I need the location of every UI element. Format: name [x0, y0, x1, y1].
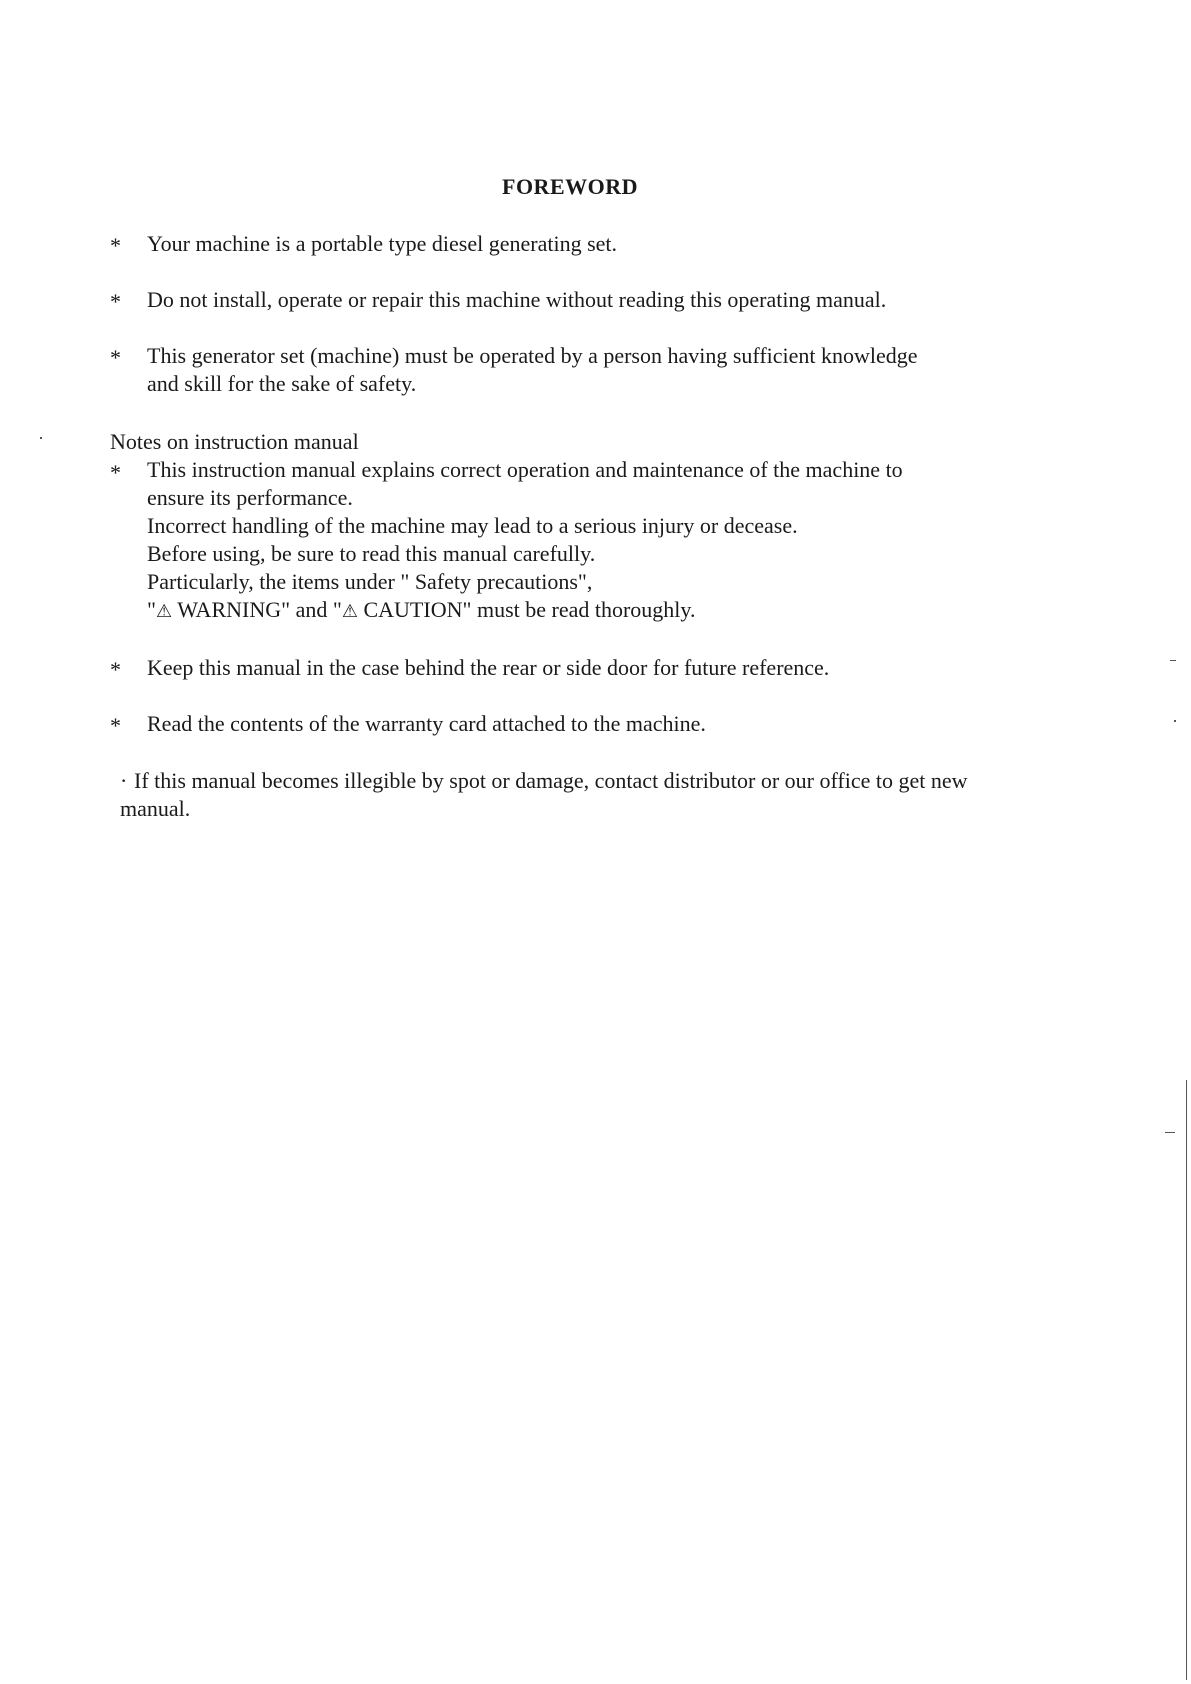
foreword-item: Do not install, operate or repair this machine without reading this operating manual. [147, 287, 887, 312]
notes-line: ensure its performance. [147, 485, 353, 510]
warning-caution-line [147, 596, 1007, 626]
scan-dot [1165, 1132, 1175, 1133]
scan-dot [1170, 660, 1176, 661]
bullet-marker: * [110, 713, 121, 738]
page-title: FOREWORD [502, 174, 638, 199]
caution-text: CAUTION" must be read thoroughly. [357, 597, 696, 622]
notes-line: Particularly, the items under " Safety precautions", [147, 569, 593, 594]
warning-triangle-icon: ⚠ [155, 601, 173, 622]
final-note-text: If this manual becomes illegible by spot or damage, contact distributor or our office to get new manual. [120, 768, 968, 821]
warning-text: WARNING" and " [172, 597, 342, 622]
final-note-marker: · [120, 768, 128, 793]
final-note [120, 767, 1020, 823]
bullet-marker: * [110, 289, 121, 314]
notes-line: Before using, be sure to read this manual carefully. [147, 541, 596, 566]
bullet-marker: * [110, 345, 121, 370]
foreword-item: This generator set (machine) must be operated by a person having sufficient knowledge and skill for the sake of safety. [147, 343, 918, 396]
notes-item [147, 456, 1007, 626]
scan-dot [40, 437, 42, 439]
notes-item: Keep this manual in the case behind the rear or side door for future reference. [147, 655, 830, 680]
scan-edge-line [1186, 1080, 1187, 1680]
notes-line: This instruction manual explains correct operation and maintenance of the machine to [147, 457, 903, 482]
notes-heading: Notes on instruction manual [110, 429, 359, 454]
caution-triangle-icon: ⚠ [341, 601, 358, 622]
notes-item: Read the contents of the warranty card attached to the machine. [147, 711, 706, 736]
bullet-marker: * [110, 460, 121, 485]
scan-dot [1174, 720, 1176, 722]
notes-line: Incorrect handling of the machine may lead to a serious injury or decease. [147, 513, 798, 538]
quote-mark: " [147, 597, 156, 622]
foreword-item: Your machine is a portable type diesel generating set. [147, 231, 618, 256]
bullet-marker: * [110, 233, 121, 258]
bullet-marker: * [110, 657, 121, 682]
